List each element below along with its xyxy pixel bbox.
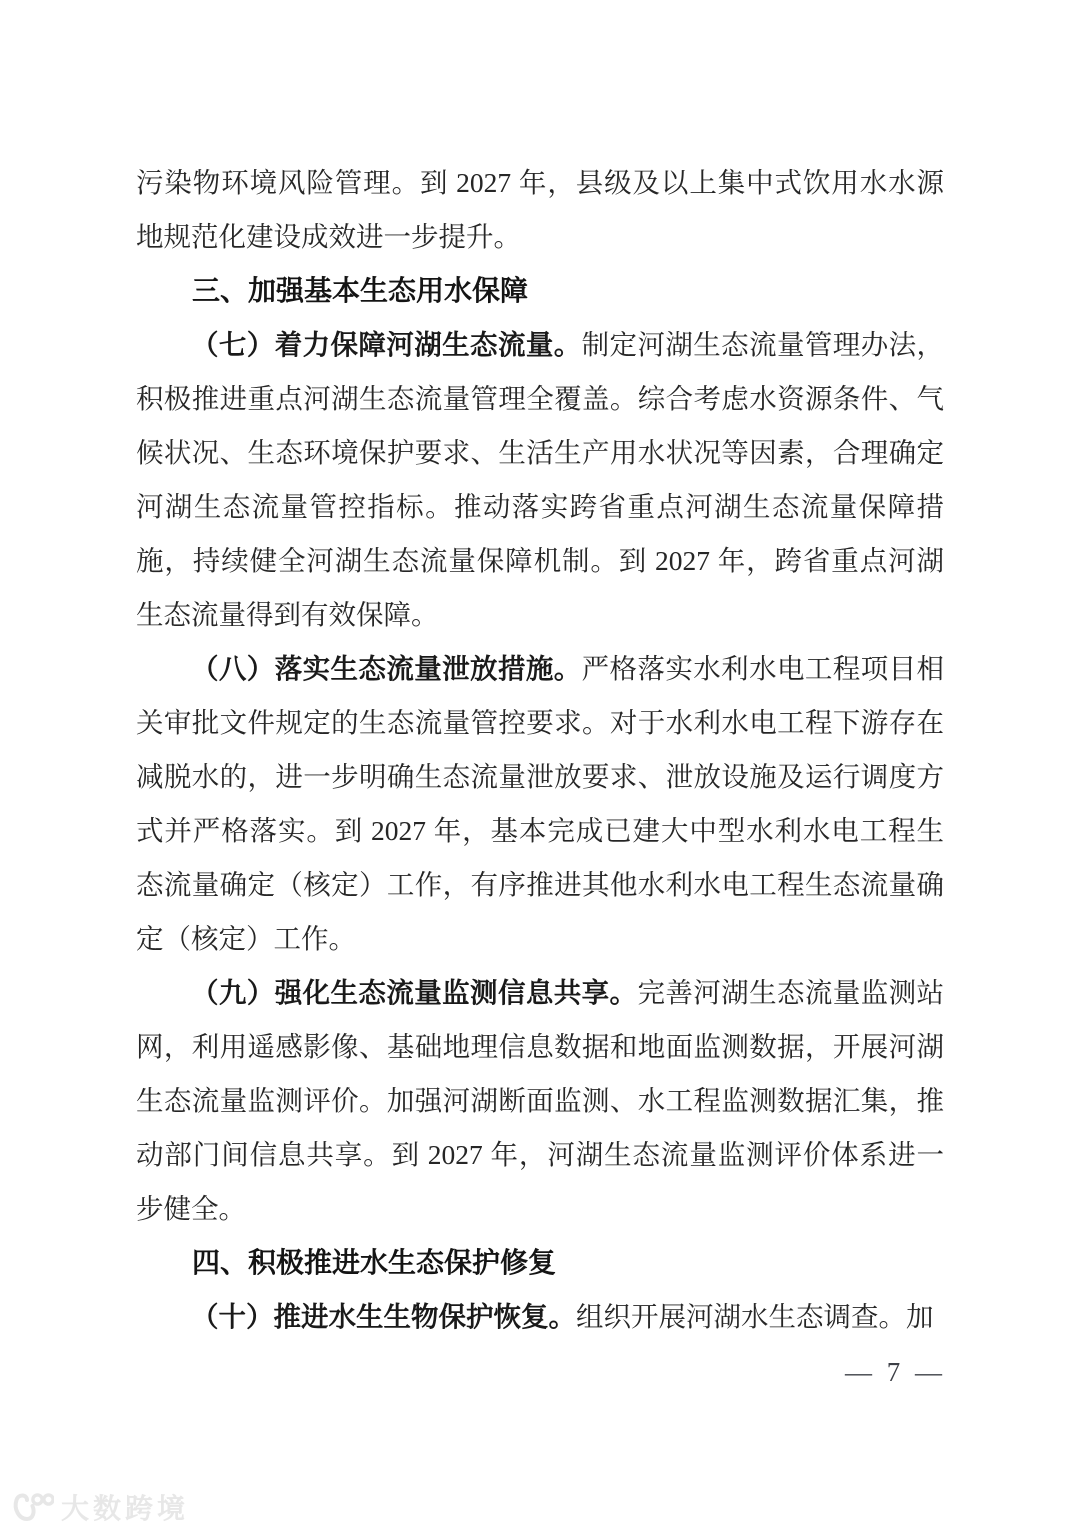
- paragraph-nine: [136, 966, 944, 1236]
- dashu-100-logo-icon: [12, 1491, 54, 1523]
- paragraph-nine-lead: （九）强化生态流量监测信息共享。: [191, 977, 638, 1008]
- page-number: — 7 —: [845, 1357, 946, 1387]
- watermark-text: 大数跨境: [61, 1493, 190, 1524]
- section-heading-three: 三、加强基本生态用水保障: [192, 275, 529, 306]
- paragraph-ten-lead: （十）推进水生生物保护恢复。: [191, 1301, 576, 1332]
- section-heading-four: 四、积极推进水生态保护修复: [192, 1247, 557, 1278]
- paragraph-seven: [136, 318, 944, 642]
- paragraph-ten-text: 组织开展河湖水生态调查。加: [576, 1301, 934, 1332]
- paragraph-eight-text: 严格落实水利水电工程项目相关审批文件规定的生态流量管控要求。对于水利水电工程下游存在减脱水的，进一步明确生态流量泄放要求、泄放设施及运行调度方式并严格落实。到 2027 年，基本完成已建大中型水利水电工程生态流量确定（核定）工作，有序推进其他水利水电工程生态流量确定（核定）工作。: [136, 653, 945, 954]
- paragraph-continuation: 污染物环境风险管理。到 2027 年，县级及以上集中式饮用水水源地规范化建设成效进一步提升。: [136, 167, 944, 252]
- paragraph-eight-lead: （八）落实生态流量泄放措施。: [191, 653, 582, 684]
- paragraph-eight: [136, 642, 944, 966]
- document-body: [136, 156, 944, 1344]
- watermark: [12, 1487, 189, 1527]
- paragraph-seven-lead: （七）着力保障河湖生态流量。: [191, 329, 582, 360]
- paragraph-seven-text: 制定河湖生态流量管理办法，积极推进重点河湖生态流量管理全覆盖。综合考虑水资源条件、气候状况、生态环境保护要求、生活生产用水状况等因素，合理确定河湖生态流量管控指标。推动落实跨省重点河湖生态流量保障措施，持续健全河湖生态流量保障机制。到 2027 年，跨省重点河湖生态流量得到有效保障。: [136, 329, 945, 630]
- paragraph-nine-text: 完善河湖生态流量监测站网，利用遥感影像、基础地理信息数据和地面监测数据，开展河湖生态流量监测评价。加强河湖断面监测、水工程监测数据汇集，推动部门间信息共享。到 2027 年，河湖生态流量监测评价体系进一步健全。: [136, 977, 945, 1224]
- paragraph-ten: [136, 1290, 944, 1344]
